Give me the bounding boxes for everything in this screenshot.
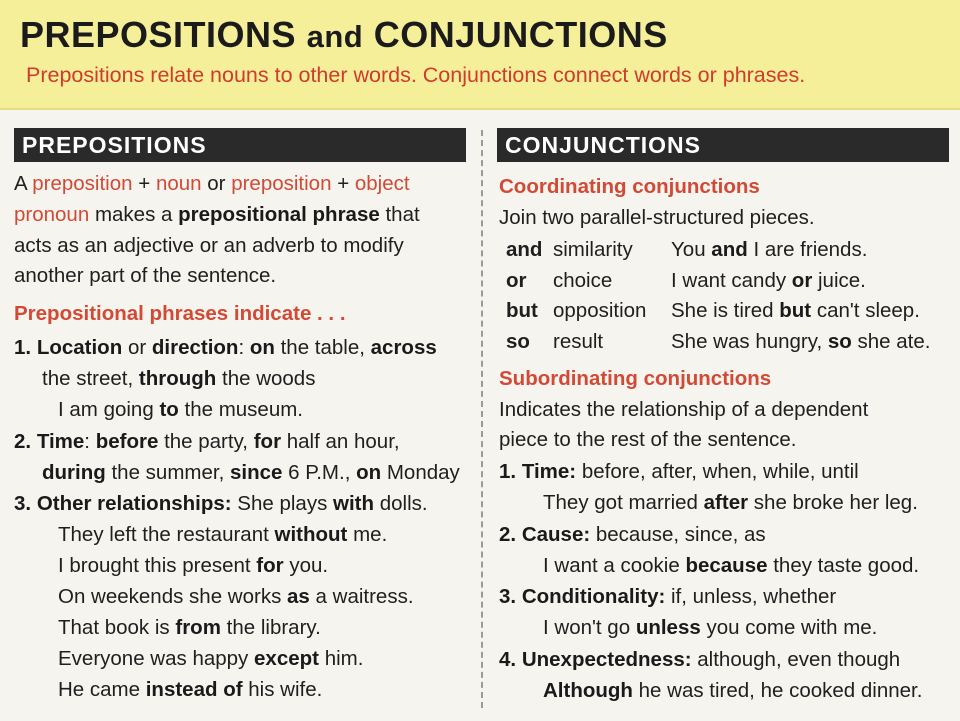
prep-item3-example: They left the restaurant without me. <box>58 523 388 546</box>
subordinating-description-1: Indicates the relationship of a dependent <box>499 398 869 421</box>
sub-item-line: 1. Time: before, after, when, while, until <box>499 460 859 483</box>
prep-item1-example: I am going to the museum. <box>58 398 303 421</box>
conjunctions-heading: CONJUNCTIONS <box>497 128 949 162</box>
prep-item3-line1: 3. Other relationships: She plays with dolls. <box>14 492 428 515</box>
prepositions-heading: PREPOSITIONS <box>14 128 466 162</box>
conj-meaning: result <box>553 330 604 353</box>
conj-meaning: choice <box>553 269 613 292</box>
sub-item-example: Although he was tired, he cooked dinner. <box>543 679 923 702</box>
conj-example: I want candy or juice. <box>671 269 866 292</box>
prep-intro-line2: pronoun makes a prepositional phrase that <box>14 203 420 226</box>
prep-item3-example: I brought this present for you. <box>58 554 329 577</box>
prep-indicates-heading: Prepositional phrases indicate . . . <box>14 302 346 325</box>
conj-example: She is tired but can't sleep. <box>671 299 920 322</box>
prep-intro-line3: acts as an adjective or an adverb to modify <box>14 234 404 257</box>
prep-intro-line1: A preposition + noun or preposition + object <box>14 172 410 195</box>
sub-item-line: 2. Cause: because, since, as <box>499 523 766 546</box>
prep-intro-line4: another part of the sentence. <box>14 264 277 287</box>
conj-example: She was hungry, so she ate. <box>671 330 931 353</box>
sub-item-example: They got married after she broke her leg. <box>543 491 918 514</box>
conj-word: or <box>506 269 527 292</box>
page-subtitle: Prepositions relate nouns to other words. Conjunctions connect words or phrases. <box>26 63 806 87</box>
prep-item2-line1: 2. Time: before the party, for half an hour, <box>14 430 400 453</box>
sub-item-line: 4. Unexpectedness: although, even though <box>499 648 901 671</box>
subordinating-heading: Subordinating conjunctions <box>499 367 772 390</box>
conj-word: and <box>506 238 543 261</box>
prep-item3-example: That book is from the library. <box>58 616 321 639</box>
prep-item3-example: On weekends she works as a waitress. <box>58 585 414 608</box>
conj-meaning: similarity <box>553 238 633 261</box>
conj-meaning: opposition <box>553 299 647 322</box>
sub-item-line: 3. Conditionality: if, unless, whether <box>499 585 837 608</box>
prep-item3-example: He came instead of his wife. <box>58 678 323 701</box>
coordinating-description: Join two parallel-structured pieces. <box>499 206 815 229</box>
conj-word: so <box>506 330 530 353</box>
prep-item1-line2: the street, through the woods <box>42 367 316 390</box>
sub-item-example: I won't go unless you come with me. <box>543 616 878 639</box>
subordinating-description-2: piece to the rest of the sentence. <box>499 428 797 451</box>
prep-item2-line2: during the summer, since 6 P.M., on Monday <box>42 461 460 484</box>
prep-item1-line1: 1. Location or direction: on the table, across <box>14 336 437 359</box>
coordinating-heading: Coordinating conjunctions <box>499 175 760 198</box>
header-banner <box>0 0 960 110</box>
sub-item-example: I want a cookie because they taste good. <box>543 554 920 577</box>
page-title: PREPOSITIONS and CONJUNCTIONS <box>20 14 668 55</box>
prep-item3-example: Everyone was happy except him. <box>58 647 364 670</box>
column-divider <box>481 130 483 708</box>
conj-example: You and I are friends. <box>671 238 868 261</box>
conj-word: but <box>506 299 538 322</box>
